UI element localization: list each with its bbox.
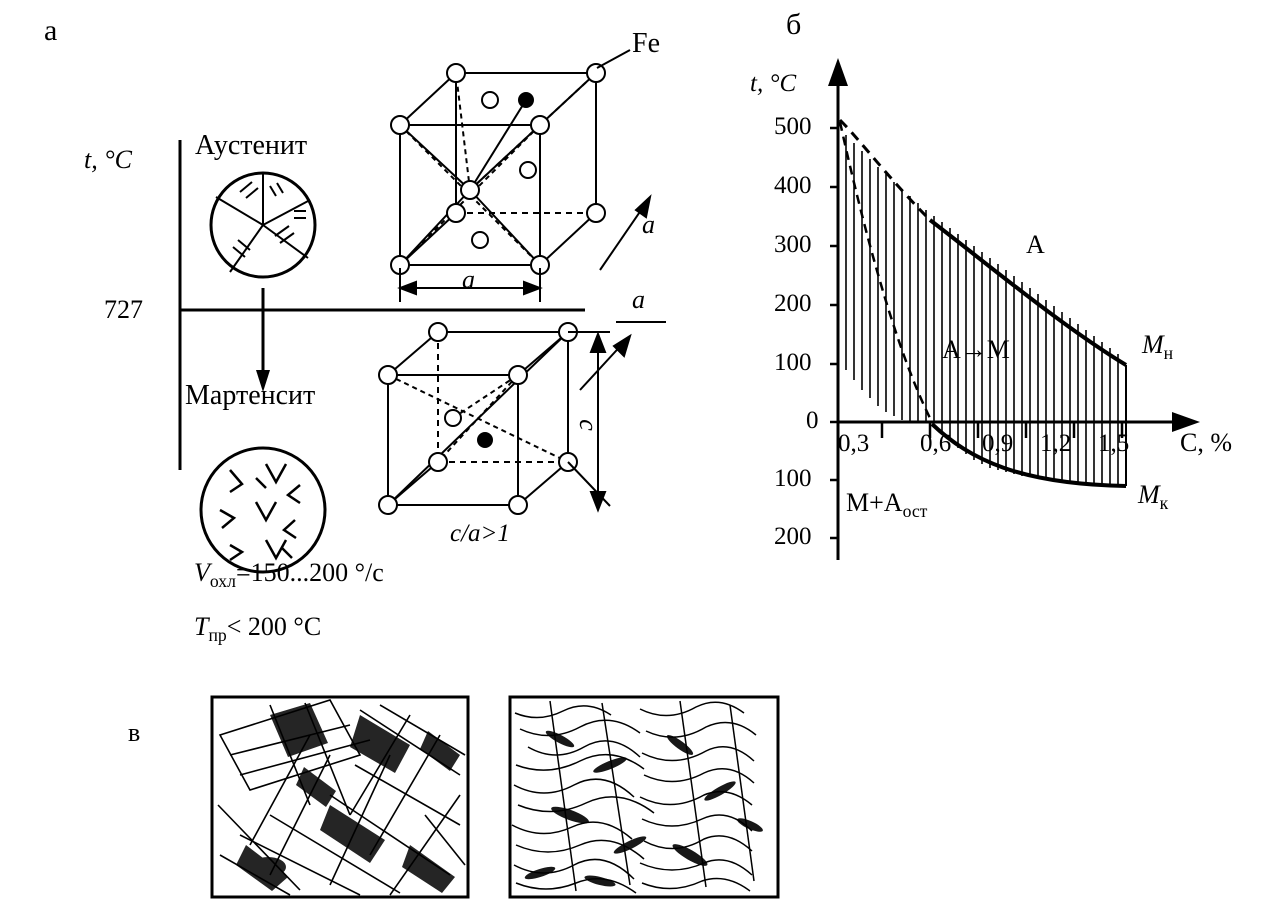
chart-annotation-M-plus-A-text: M+A: [846, 488, 903, 517]
panel-letter-v: в: [128, 718, 141, 747]
chart-ytick-300: 300: [774, 231, 812, 258]
panel-a-727-label: 727: [104, 295, 143, 324]
panel-a: [70, 28, 760, 680]
panel-a-graphics: [70, 40, 760, 680]
micrographs: [210, 695, 790, 900]
chart-series-Mk-symbol: M: [1138, 480, 1160, 509]
chart-graphics: [760, 40, 1260, 620]
chart-xtick-1-2: 1,2: [1040, 430, 1072, 457]
chart-ytick-400: 400: [774, 172, 812, 199]
cell-c-label: c: [573, 419, 603, 431]
cell-a-label-diagonal: a: [642, 210, 655, 239]
chart-y-axis-label: [750, 70, 796, 98]
chart-series-Mn-sub: н: [1163, 343, 1174, 364]
chart-series-Mk-sub: к: [1159, 493, 1169, 514]
cooling-rate-value: =150...200 °/c: [235, 558, 384, 587]
cell-a-label-martensite: a: [632, 285, 645, 314]
ratio-label: c/a>1: [450, 520, 510, 547]
chart-y-axis-text: t, °C: [750, 70, 797, 97]
chart-ytick-minus100: 100: [774, 465, 812, 492]
martensite-label: Мартенсит: [185, 380, 316, 411]
cooling-rate-line: [194, 558, 384, 592]
temp-pr-symbol: T: [194, 612, 209, 641]
temp-pr-subscript: пр: [208, 625, 227, 646]
chart-x-axis-label: C, %: [1180, 428, 1232, 457]
chart-ytick-minus200: 200: [774, 523, 812, 550]
chart-ytick-200: 200: [774, 290, 812, 317]
fe-label: Fe: [632, 28, 660, 59]
chart-series-label-Mn: [1142, 330, 1173, 364]
cell-a-label-bottom: a: [462, 265, 475, 294]
chart-annotation-A-to-M: A→M: [942, 335, 1010, 364]
chart-ytick-100: 100: [774, 349, 812, 376]
temp-pr-value: < 200 °C: [226, 612, 322, 641]
chart-ytick-0: 0: [806, 407, 819, 434]
chart-annotation-M-plus-Aost: [846, 488, 927, 522]
chart-xtick-0-6: 0,6: [920, 430, 952, 457]
chart-ytick-500: 500: [774, 113, 812, 140]
chart-annotation-A: A: [1026, 230, 1045, 259]
chart-xtick-0-9: 0,9: [982, 430, 1014, 457]
chart-series-label-Mk: [1138, 480, 1168, 514]
cooling-rate-symbol: V: [194, 558, 210, 587]
chart-annotation-ost-sub: ост: [902, 501, 928, 522]
chart-xtick-0-3: 0,3: [838, 430, 870, 457]
austenite-label: Аустенит: [195, 130, 308, 161]
panel-a-y-axis-label: t, °C: [84, 145, 132, 174]
chart-series-Mn-symbol: M: [1142, 330, 1164, 359]
panel-letter-b: б: [786, 8, 802, 41]
panel-v: [210, 695, 790, 900]
temp-pr-line: [194, 612, 321, 646]
chart-xtick-1-5: 1,5: [1098, 430, 1130, 457]
panel-b-chart: [750, 40, 1260, 620]
panel-letter-a: а: [44, 14, 58, 47]
cooling-rate-subscript: охл: [209, 571, 236, 592]
